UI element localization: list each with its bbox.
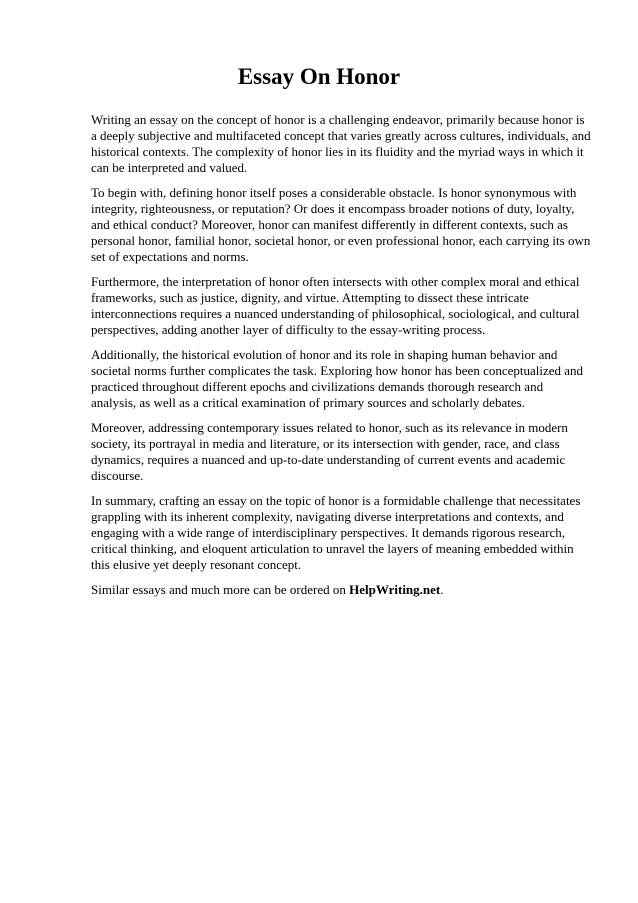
ordering-note-text: Similar essays and much more can be ordered on: [91, 582, 346, 597]
essay-body: [91, 112, 591, 598]
helpwriting-link[interactable]: HelpWriting.net: [349, 582, 441, 597]
essay-title: Essay On Honor: [237, 64, 401, 89]
essay-paragraph-2: To begin with, defining honor itself poses a considerable obstacle. Is honor synonymous with integrity, righteousness, or reputation? Or does it encompass broader notions of duty, loyalty, and ethical conduct? Moreover, honor can manifest differently in different contexts, such as personal honor, familial honor, societal honor, or even professional honor, each carrying its own set of expectations and norms.: [91, 185, 591, 264]
essay-paragraph-5: Moreover, addressing contemporary issues related to honor, such as its relevance in modern society, its portrayal in media and literature, or its intersection with gender, race, and class dynamics, requires a nuanced and up-to-date understanding of current events and academic discourse.: [91, 420, 568, 483]
essay-paragraph-3: Furthermore, the interpretation of honor often intersects with other complex moral and ethical frameworks, such as justice, dignity, and virtue. Attempting to dissect these intricate interconnections requires a nuanced understanding of philosophical, sociological, and cultural perspectives, adding another layer of difficulty to the essay-writing process.: [91, 274, 580, 337]
ordering-note: [91, 582, 591, 598]
essay-paragraph-4: Additionally, the historical evolution of honor and its role in shaping human behavior and societal norms further complicates the task. Exploring how honor has been conceptualized and practiced throughout different epochs and civilizations demands thorough research and analysis, as well as a critical examination of primary sources and scholarly debates.: [91, 347, 584, 410]
essay-paragraph-1: Writing an essay on the concept of honor is a challenging endeavor, primarily because honor is a deeply subjective and multifaceted concept that varies greatly across cultures, individuals, and historical contexts. The complexity of honor lies in its fluidity and the myriad ways in which it can be interpreted and valued.: [91, 112, 591, 175]
essay-paragraph-6: In summary, crafting an essay on the topic of honor is a formidable challenge that necessitates grappling with its inherent complexity, navigating diverse interpretations and contexts, and engaging with a wide range of interdisciplinary perspectives. It demands rigorous research, critical thinking, and eloquent articulation to unravel the layers of meaning embedded within this elusive yet deeply resonant concept.: [91, 493, 581, 572]
ordering-note-period: .: [440, 582, 444, 597]
